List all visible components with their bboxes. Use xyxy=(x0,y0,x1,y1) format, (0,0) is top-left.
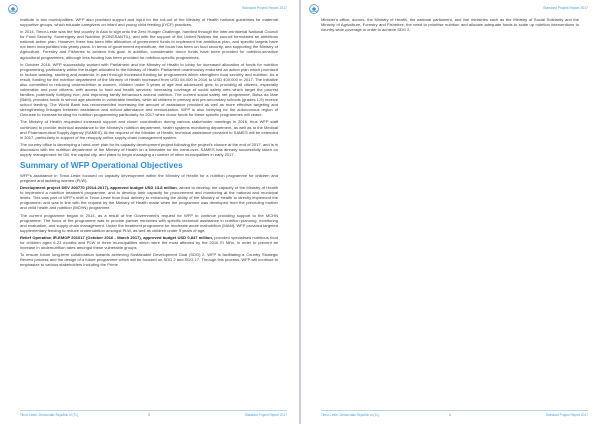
page-number: 4 xyxy=(449,413,451,417)
footer-country: Timor-Leste, Democratic Republic of (TL) xyxy=(321,413,380,417)
paragraph-text: , aimed to develop the capacity of the Ministry of Health to implement a nutrition treatment programme, and to develop their capacity for procurement and monitoring at the national and municipal levels. This was part of WFP's shift in Timor-Leste from food delivery to enhancing the ability of the Ministry of Health to directly implement the programme; and was in line with the request by the Ministry of Health made when the programme was developed from the preceding mother and child health and nutrition (MCHN) programme. xyxy=(20,185,278,211)
paragraph-lead: Development project DEV 200770 (2014-2017), approved budget USD 13.8 million xyxy=(20,185,177,191)
paragraph-text: The current programme began in 2014, as a result of the Government's request for WFP to continue providing support to the MCHN programme. The focus of the programme was to provide partner ministries with specific technical assistance in nutrition planning, monitoring and evaluation, and supply chain management. Under the treatment programme for moderate acute malnutrition (MAM), WFP provided targeted supplementary feeding to reduce undernutrition amongst PLW, as well as children under 5 years of age. xyxy=(20,212,278,233)
page-number: 3 xyxy=(148,413,150,417)
wfp-logo-icon xyxy=(309,4,319,14)
footer-country: Timor-Leste, Democratic Republic of (TL) xyxy=(20,413,79,417)
paragraph xyxy=(20,185,278,210)
paragraph: The Ministry of Health requested increased support and closer coordination during various stakeholder meetings in 2016, thus WFP staff continued to provide technical assistance to the Ministry's nutrition department, health systems monitoring department, as well as to the Medical and Pharmaceutical Supply Agency (SAMES). At the request of the Minister of Health, technical assistance provided to SAMES will be extended in 2017, particularly in support of the resupply online supply chain management system. xyxy=(20,119,278,140)
right-page-content xyxy=(321,17,579,34)
paragraph xyxy=(20,173,278,183)
left-page xyxy=(0,0,299,424)
page-footer xyxy=(20,410,287,418)
left-page-content xyxy=(20,17,278,270)
footer-report-title: Standard Project Report 2017 xyxy=(244,413,287,417)
paragraph: The country office is developing a hand-over plan for its capacity development project following the project's closure at the end of 2017, and is in discussion with the nutrition department of the Ministry of Health on a timetable for the hand-over. SAMES has already successfully taken on supply management for Dili, the capital city, and plans to begin managing a number of other municipalities in early 2017. xyxy=(20,141,278,157)
paragraph xyxy=(20,252,278,267)
paragraph xyxy=(20,235,278,250)
running-title: Standard Project Report 2017 xyxy=(543,6,588,10)
paragraph-text: WFP's assistance in Timor-Leste focused on capacity development within the Ministry of Health for a nutrition programme for children and pregnant and lactating women (PLW). xyxy=(20,172,278,184)
paragraph: Minister's office, donors, the Ministry of Health, the national parliament, and line ministries such as the Ministry of Social Solidarity and the Ministry of Agriculture, Forestry and Fisheries; the need to prioritise nutrition and allocate adequate funds to scale up nutrition interventions to country-wide coverage in order to achieve SDG 2. xyxy=(321,17,579,33)
paragraph: In 2014, Timor-Leste was the first country in Asia to sign onto the Zero Hunger Challenge, handled through the inter-ministerial National Council for Food Security, Sovereignty and Nutrition (KONSSANTIL), and with the support of the United Nations the council formulated an ambitious national action plan. However, there has been little allocation of government funds to implement the ambitious plan, and specific targets have not been incorporated into yearly plans. In terms of government expenditure, the focus has been on food security, and supporting the Ministry of Agriculture, Forestry and Fisheries to achieve this goal. In addition, considerable donor funds have been provided for nutrition-sensitive agricultural programmes, although less funding has been provided for nutrition-specific programmes. xyxy=(20,29,278,60)
paragraph xyxy=(20,213,278,233)
page-footer xyxy=(321,410,588,418)
right-page xyxy=(301,0,600,424)
wfp-logo-icon xyxy=(8,4,18,14)
section-title: Summary of WFP Operational Objectives xyxy=(20,159,183,170)
paragraph: In October 2016, WFP successfully worked with Parliament and the Ministry of Health to lobby for increased allocation of funds for nutrition programming, particularly within the budget allocated to the Ministry of Health. Parliament unanimously endorsed an action plan which promised to reduce wasting, stunting and anaemia, in part through increased funding for programmes which strengthen food security and nutrition. As a result, funding for the nutrition department of the Ministry of Health increased from USD 54,000 in 2016 to USD 400,000 in 2017. The initiative also committed to reducing undernutrition in women, children under 5 years of age and adolescent girls; to providing all citizens, especially vulnerable and poor citizens, with access to food and health services; increasing coverage of social safety nets which target the poorest families; potentially fortifying rice; and improving family behaviours around nutrition. The current social safety net programme, Bolsa da Mae (BdM), provides funds to school age students in vulnerable families, while all children in primary and pre-secondary schools (grades 1-9) receive school feeding. The World Bank has recommended increasing the amount of assistance provided as well as more effective targeting and strengthening linkages between assistance and school attendance and immunization. WFP is also lobbying for the autonomous region of Oecusse to increase funding for nutrition programming particularly for 2017 when donor funds for these specific programmes will cease. xyxy=(20,61,279,118)
paragraph: Institute in two municipalities. WFP also provided support and input for the roll-out of the Ministry of Health national guidelines for maternal supportive groups, which educate caregivers on infant and young child feeding (IYCF) practices. xyxy=(20,17,278,28)
paragraph-text: To ensure future long-term collaboration towards achieving Sustainable Development Goal (SDG) 2, WFP is facilitating a Country Strategic Review process and the design of a future programme which will be focused on SDG 2 and SDG 17. Through this process, WFP will continue to emphasize to various stakeholders including the Prime xyxy=(20,252,278,268)
footer-report-title: Standard Project Report 2017 xyxy=(545,413,588,417)
running-title: Standard Project Report 2017 xyxy=(242,6,287,10)
paragraph-text: provided specialised nutritious food for children aged 6-23 months and PLW in three municipalities which were the most affected by the 2016 El Niño, in order to prevent an increase in undernutrition rates amongst these vulnerable groups. xyxy=(20,235,279,251)
paragraph-lead: Relief Operation IR-EMOP 201017 (October 2016 - March 2017), approved budget USD 0.847 million, xyxy=(20,235,213,241)
